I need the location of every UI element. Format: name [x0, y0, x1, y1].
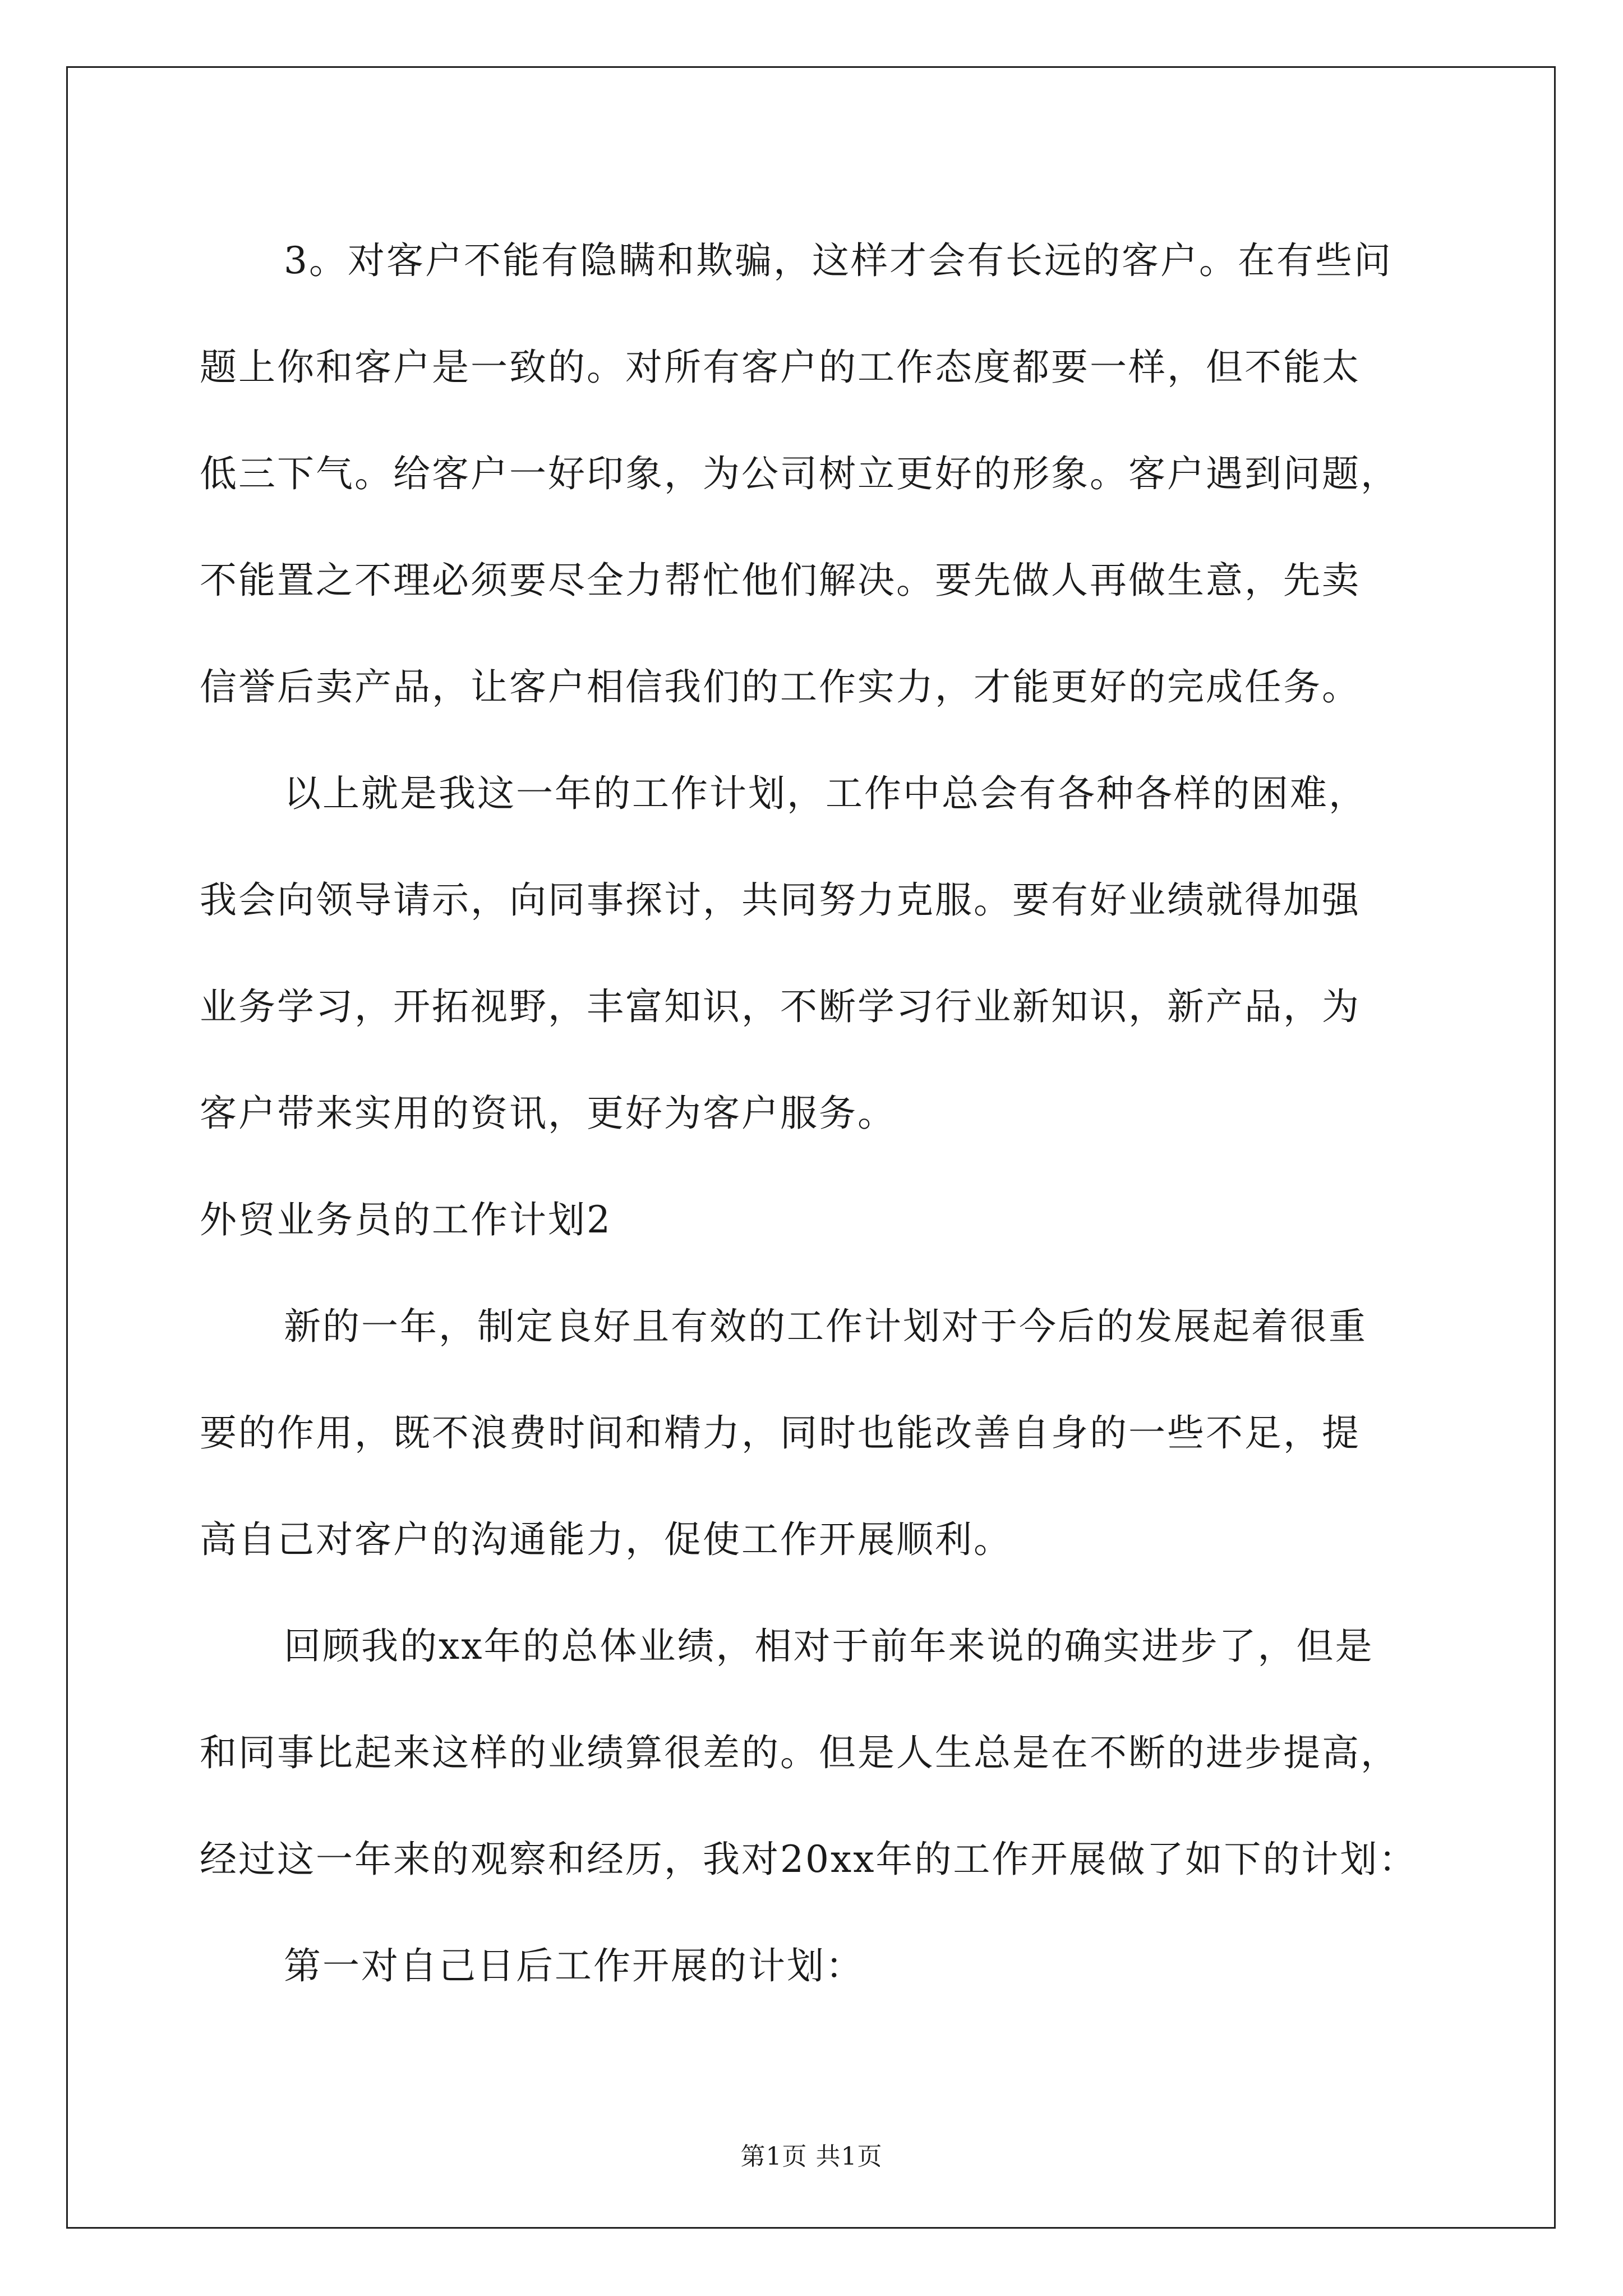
text-line: 不能置之不理必须要尽全力帮忙他们解决。要先做人再做生意，先卖 — [200, 559, 1361, 602]
text-line: 和同事比起来这样的业绩算很差的。但是人生总是在不断的进步提高， — [200, 1731, 1399, 1774]
text-line: 业务学习，开拓视野，丰富知识，不断学习行业新知识，新产品，为 — [200, 985, 1361, 1028]
text-line: 回顾我的xx年的总体业绩，相对于前年来说的确实进步了，但是 — [284, 1625, 1374, 1668]
text-line: 要的作用，既不浪费时间和精力，同时也能改善自身的一些不足，提 — [200, 1411, 1361, 1455]
text-line: 高自己对客户的沟通能力，促使工作开展顺利。 — [200, 1518, 1012, 1561]
text-line: 3。对客户不能有隐瞒和欺骗，这样才会有长远的客户。在有些问 — [284, 239, 1393, 282]
text-line: 客户带来实用的资讯，更好为客户服务。 — [200, 1092, 896, 1135]
text-line: 题上你和客户是一致的。对所有客户的工作态度都要一样，但不能太 — [200, 346, 1361, 389]
page-footer: 第1页 共1页 — [740, 2142, 883, 2171]
text-line: 经过这一年来的观察和经历，我对20xx年的工作开展做了如下的计划： — [200, 1838, 1418, 1881]
section-heading: 外贸业务员的工作计划2 — [200, 1198, 612, 1241]
text-line: 以上就是我这一年的工作计划，工作中总会有各种各样的困难， — [284, 772, 1367, 815]
text-line: 低三下气。给客户一好印象，为公司树立更好的形象。客户遇到问题， — [200, 452, 1399, 495]
text-line: 第一对自己日后工作开展的计划： — [284, 1944, 864, 1987]
text-line: 新的一年，制定良好且有效的工作计划对于今后的发展起着很重 — [284, 1305, 1367, 1348]
text-line: 信誉后卖产品，让客户相信我们的工作实力，才能更好的完成任务。 — [200, 665, 1361, 708]
text-line: 我会向领导请示，向同事探讨，共同努力克服。要有好业绩就得加强 — [200, 878, 1361, 922]
document-body — [200, 208, 1433, 2019]
